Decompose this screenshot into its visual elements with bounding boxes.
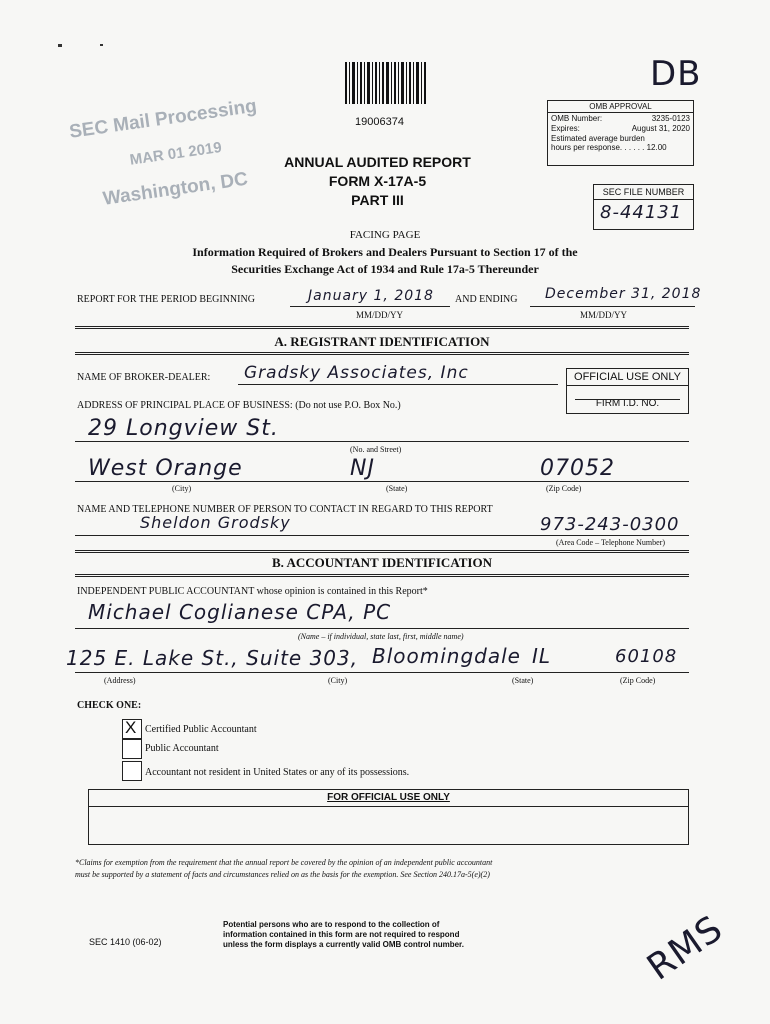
for-official-use-box — [88, 789, 689, 845]
ipa-city-caption: (City) — [328, 676, 348, 685]
checkbox-public-accountant[interactable] — [122, 739, 142, 759]
ipa-value[interactable]: Michael Coglianese CPA, PC — [88, 600, 392, 624]
option-cpa-label: Certified Public Accountant — [145, 724, 257, 735]
mail-processing-stamp — [68, 96, 268, 214]
barcode — [345, 62, 427, 104]
ipa-state-caption: (State) — [512, 676, 534, 685]
facing-line-2: Securities Exchange Act of 1934 and Rule 17a-5 Thereunder — [231, 262, 539, 276]
checkbox-cpa-mark: X — [125, 718, 137, 737]
contact-name[interactable]: Sheldon Grodsky — [140, 513, 291, 532]
omb-number-label: OMB Number: — [551, 114, 603, 123]
burden-notice — [223, 920, 464, 950]
official-use-only-box — [566, 368, 689, 414]
checkbox-cpa[interactable] — [122, 719, 142, 739]
street-value[interactable]: 29 Longview St. — [88, 416, 279, 441]
omb-approval-box — [547, 100, 694, 166]
omb-number-row — [548, 113, 693, 124]
period-format-begin: MM/DD/YY — [356, 310, 404, 320]
option-public-accountant-label: Public Accountant — [145, 743, 219, 754]
corner-initials: DB — [650, 54, 702, 94]
phone-caption: (Area Code – Telephone Number) — [556, 538, 666, 547]
sec-file-value: 8-44131 — [600, 202, 683, 223]
corner-mark — [100, 44, 103, 46]
city-line — [75, 481, 689, 482]
broker-name-value[interactable]: Gradsky Associates, Inc — [244, 363, 469, 383]
period-format-end: MM/DD/YY — [580, 310, 628, 320]
section-a-title: A. REGISTRANT IDENTIFICATION — [274, 334, 490, 349]
ipa-name-caption: (Name – if individual, state last, first, middle name) — [298, 632, 464, 641]
omb-number-value: 3235-0123 — [651, 114, 690, 123]
option-nonresident-label: Accountant not resident in United States or any of its possessions. — [145, 767, 410, 778]
title-line-1: ANNUAL AUDITED REPORT — [284, 154, 471, 170]
firm-id-label: FIRM I.D. NO. — [595, 398, 660, 409]
period-end-value[interactable]: December 31, 2018 — [545, 286, 702, 302]
city-caption: (City) — [172, 484, 192, 493]
section-a-bottom-rule — [75, 352, 689, 355]
sec-file-label: SEC FILE NUMBER — [594, 185, 693, 200]
stamp-line-1: SEC Mail Processing — [68, 95, 259, 143]
city-value[interactable]: West Orange — [88, 456, 243, 481]
ipa-zip-caption: (Zip Code) — [620, 676, 656, 685]
form-title — [255, 154, 500, 208]
state-caption: (State) — [386, 484, 408, 493]
period-end-label: AND ENDING — [455, 294, 518, 305]
period-begin-label: REPORT FOR THE PERIOD BEGINNING — [77, 294, 255, 305]
period-begin-value[interactable]: January 1, 2018 — [308, 288, 434, 304]
contact-phone[interactable]: 973-243-0300 — [540, 514, 680, 535]
zip-value[interactable]: 07052 — [540, 456, 615, 481]
contact-line — [75, 535, 689, 536]
notice-line-3: unless the form displays a currently valid OMB control number. — [223, 940, 464, 949]
broker-name-label: NAME OF BROKER-DEALER: — [77, 372, 211, 383]
checkbox-nonresident[interactable] — [122, 761, 142, 781]
ipa-address-caption: (Address) — [104, 676, 136, 685]
period-end-line — [530, 306, 695, 307]
state-value[interactable]: NJ — [350, 456, 375, 481]
title-line-3: PART III — [351, 192, 404, 208]
facing-line-1: Information Required of Brokers and Dealers Pursuant to Section 17 of the — [192, 245, 578, 259]
stamp-line-3: Washington, DC — [101, 168, 250, 210]
sec-file-number-box — [593, 184, 694, 230]
contact-label: NAME AND TELEPHONE NUMBER OF PERSON TO CONTACT IN REGARD TO THIS REPORT — [77, 504, 493, 515]
document-id: 19006374 — [355, 116, 404, 128]
section-b-title: B. ACCOUNTANT IDENTIFICATION — [272, 555, 492, 570]
official-use-divider — [575, 399, 680, 400]
stamp-line-2: MAR 01 2019 — [128, 138, 223, 169]
zip-caption: (Zip Code) — [546, 484, 582, 493]
omb-burden-line-1: Estimated average burden — [551, 134, 645, 143]
footnote-line-1: *Claims for exemption from the requirement that the annual report be covered by the opinion of an independent public accountant — [75, 858, 493, 867]
ipa-state-value[interactable]: IL — [532, 644, 552, 668]
notice-line-2: information contained in this form are not required to respond — [223, 930, 460, 939]
omb-burden-line-2: hours per response. . . . . . 12.00 — [551, 143, 667, 152]
omb-header: OMB APPROVAL — [548, 101, 693, 113]
section-b-top-rule — [75, 550, 689, 553]
ipa-address-line — [75, 672, 689, 673]
street-line — [75, 441, 689, 442]
ipa-zip-value[interactable]: 60108 — [615, 646, 678, 667]
section-b-bottom-rule — [75, 574, 689, 577]
ipa-city-value[interactable]: Bloomingdale — [372, 644, 521, 668]
for-official-use-label: FOR OFFICIAL USE ONLY — [89, 790, 688, 807]
official-use-only-label: OFFICIAL USE ONLY — [567, 369, 688, 386]
corner-mark — [58, 44, 62, 47]
omb-expires-label: Expires: — [551, 124, 580, 133]
ipa-address-value[interactable]: 125 E. Lake St., Suite 303, — [66, 646, 359, 670]
broker-name-line — [238, 384, 558, 385]
ipa-line — [75, 628, 689, 629]
title-line-2: FORM X-17A-5 — [328, 173, 427, 189]
facing-page-label: FACING PAGE — [349, 229, 421, 241]
street-caption: (No. and Street) — [350, 445, 402, 454]
check-one-label: CHECK ONE: — [77, 700, 142, 711]
ipa-label: INDEPENDENT PUBLIC ACCOUNTANT whose opinion is contained in this Report* — [77, 586, 428, 597]
bottom-initials: RMS — [640, 908, 731, 989]
period-begin-line — [290, 306, 450, 307]
omb-expires-row — [548, 124, 693, 133]
notice-line-1: Potential persons who are to respond to the collection of — [223, 920, 440, 929]
footnote-line-2: must be supported by a statement of facts and circumstances relied on as the basis for the exemption. See Section 240.17a-5(e)(2) — [75, 870, 490, 879]
section-a-top-rule — [75, 326, 689, 329]
address-label: ADDRESS OF PRINCIPAL PLACE OF BUSINESS: (Do not use P.O. Box No.) — [77, 400, 401, 411]
omb-expires-value: August 31, 2020 — [631, 124, 690, 133]
form-code: SEC 1410 (06-02) — [89, 937, 162, 947]
